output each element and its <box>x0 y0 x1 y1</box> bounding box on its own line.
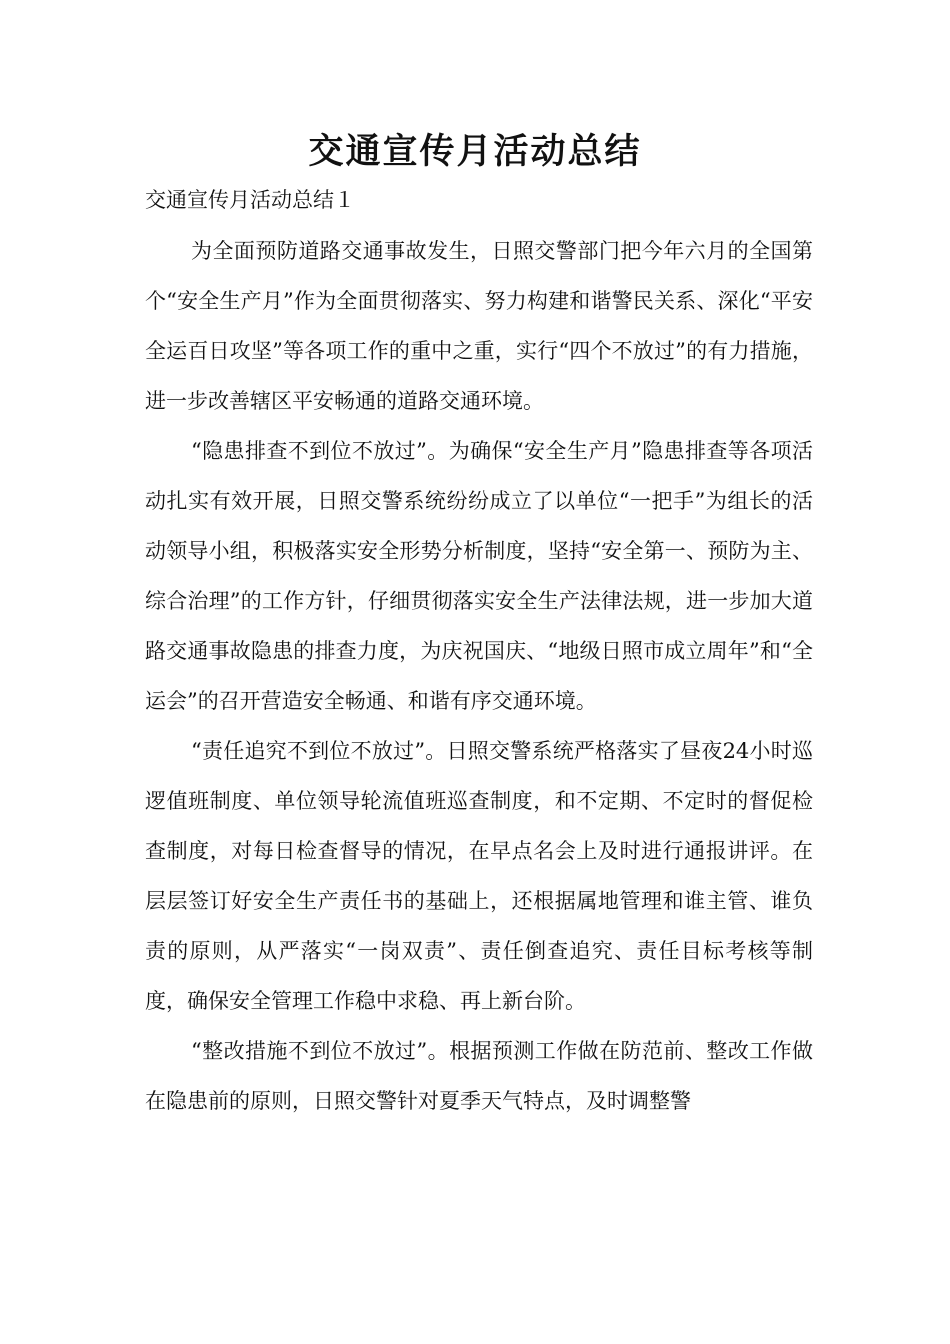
document-title: 交通宣传月活动总结 <box>308 132 642 172</box>
paragraph: “隐患排查不到位不放过”。为确保“安全生产月”隐患排查等各项活动扎实有效开展，日照交警系统纷纷成立了以单位“一把手”为组长的活动领导小组，积极落实安全形势分析制度，坚持“安全第一、预防为主、综合治理”的工作方针，仔细贯彻落实安全生产法律法规，进一步加大道路交通事故隐患的排查力度，为庆祝国庆、“地级日照市成立周年”和“全运会”的召开营造安全畅通、和谐有序交通环境。 <box>145 439 813 713</box>
paragraph: 为全面预防道路交通事故发生，日照交警部门把今年六月的全国第个“安全生产月”作为全面贯彻落实、努力构建和谐警民关系、深化“平安全运百日攻坚”等各项工作的重中之重，实行“四个不放过”的有力措施，进一步改善辖区平安畅通的道路交通环境。 <box>145 239 813 413</box>
paragraph: “责任追究不到位不放过”。日照交警系统严格落实了昼夜24小时巡逻值班制度、单位领导轮流值班巡查制度，和不定期、不定时的督促检查制度，对每日检查督导的情况，在早点名会上及时进行通报讲评。在层层签订好安全生产责任书的基础上，还根据属地管理和谁主管、谁负责的原则，从严落实“一岗双责”、责任倒查追究、责任目标考核等制度，确保安全管理工作稳中求稳、再上新台阶。 <box>145 739 813 1013</box>
document-subtitle: 交通宣传月活动总结１ <box>145 188 355 212</box>
paragraph: “整改措施不到位不放过”。根据预测工作做在防范前、整改工作做在隐患前的原则，日照交警针对夏季天气特点，及时调整警 <box>145 1039 813 1113</box>
document-body <box>145 226 813 1126</box>
